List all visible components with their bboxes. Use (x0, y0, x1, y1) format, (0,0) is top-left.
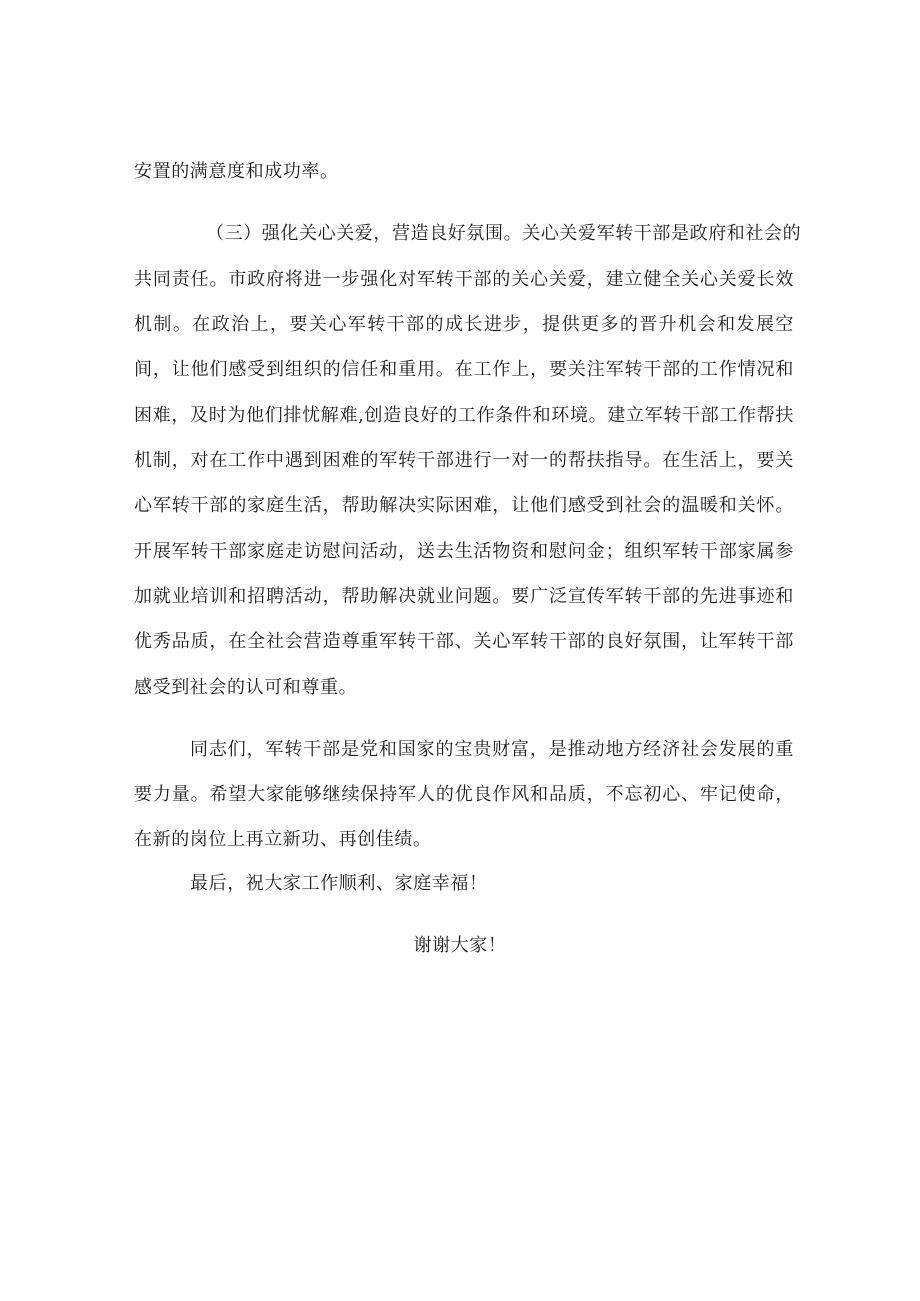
paragraph-2-line-10: 优秀品质，在全社会营造尊重军转干部、关心军转干部的良好氛围，让军转干部 (134, 631, 794, 652)
paragraph-2-line-5: 困难，及时为他们排忧解难,创造良好的工作条件和环境。建立军转干部工作帮扶 (134, 405, 794, 426)
paragraph-2-line-7: 心军转干部的家庭生活，帮助解决实际困难，让他们感受到社会的温暖和关怀。 (134, 495, 794, 516)
paragraph-2-line-3: 机制。在政治上，要关心军转干部的成长进步，提供更多的晋升机会和发展空 (134, 314, 794, 335)
paragraph-2-line-8: 开展军转干部家庭走访慰问活动，送去生活物资和慰问金；组织军转干部家属参 (134, 541, 794, 562)
paragraph-3-line-3: 在新的岗位上再立新功、再创佳绩。 (134, 829, 432, 850)
paragraph-2-line-9: 加就业培训和招聘活动，帮助解决就业问题。要广泛宣传军转干部的先进事迹和 (134, 586, 794, 607)
closing-line: 谢谢大家！ (413, 935, 507, 956)
paragraph-2-line-1: （三）强化关心关爱，营造良好氛围。关心关爱军转干部是政府和社会的 (206, 223, 802, 244)
paragraph-1-line-1: 安置的满意度和成功率。 (134, 161, 339, 182)
paragraph-2-line-11: 感受到社会的认可和尊重。 (134, 677, 358, 698)
paragraph-2-line-6: 机制，对在工作中遇到困难的军转干部进行一对一的帮扶指导。在生活上，要关 (134, 450, 794, 471)
paragraph-2-line-4: 间，让他们感受到组织的信任和重用。在工作上，要关注军转干部的工作情况和 (134, 359, 794, 380)
paragraph-4-line-1: 最后，祝大家工作顺利、家庭幸福！ (190, 873, 488, 894)
paragraph-3-line-2: 要力量。希望大家能够继续保持军人的优良作风和品质，不忘初心、牢记使命， (134, 784, 794, 805)
paragraph-3-line-1: 同志们，军转干部是党和国家的宝贵财富，是推动地方经济社会发展的重 (190, 739, 794, 760)
paragraph-2-line-2: 共同责任。市政府将进一步强化对军转干部的关心关爱，建立健全关心关爱长效 (134, 269, 794, 290)
